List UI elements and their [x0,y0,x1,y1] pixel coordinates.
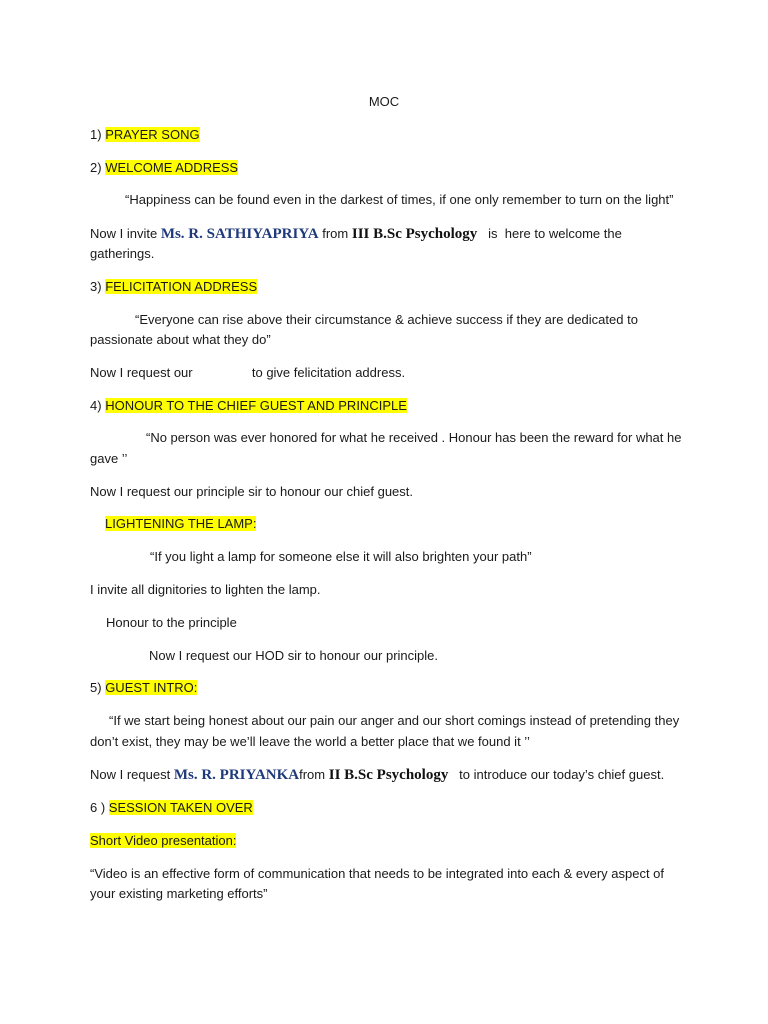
section-heading: WELCOME ADDRESS [105,160,239,175]
welcome-invite-continuation: gatherings. [90,246,155,261]
welcome-invite-line [90,224,622,244]
section-heading: LIGHTENING THE LAMP: [105,516,257,531]
honour-quote-line-2: gave ’’ [90,451,128,466]
request-text: to give felicitation address. [251,365,406,380]
honour-principle-request: Now I request our HOD sir to honour our principle. [149,648,439,663]
document-title: MOC [368,94,400,109]
section-number: 1) [90,127,102,142]
section-heading: HONOUR TO THE CHIEF GUEST AND PRINCIPLE [105,398,407,413]
section-honour-chief-guest [90,396,407,416]
section-heading: SESSION TAKEN OVER [108,800,253,815]
video-quote-line-2: your existing marketing efforts” [90,886,268,901]
invite-text: is here to welcome the [477,226,622,241]
section-number: 4) [90,398,102,413]
request-text: Now I request our [90,365,193,380]
section-felicitation-address [90,277,257,297]
section-number: 6 ) [90,800,106,815]
section-guest-intro [90,678,197,698]
section-heading: Short Video presentation: [90,833,237,848]
section-number: 5) [90,680,102,695]
section-lightening-lamp [105,514,256,534]
section-number: 2) [90,160,102,175]
guest-quote-line-1: “If we start being honest about our pain our anger and our short comings instead of pretending they [109,713,680,728]
speaker-name: Ms. R. PRIYANKA [173,767,300,783]
request-text: from [299,767,329,782]
section-number: 3) [90,279,102,294]
section-session-taken-over [90,798,253,818]
speaker-course: III B.Sc Psychology [351,226,478,242]
request-text: Now I request [90,767,174,782]
felicitation-quote-line-2: passionate about what they do” [90,332,271,347]
section-welcome-address [90,158,238,178]
lamp-invite: I invite all dignitories to lighten the lamp. [90,582,321,597]
section-heading: PRAYER SONG [105,127,200,142]
lamp-quote: “If you light a lamp for someone else it will also brighten your path” [150,549,532,564]
section-heading: FELICITATION ADDRESS [105,279,258,294]
speaker-name: Ms. R. SATHIYAPRIYA [160,226,319,242]
section-prayer-song [90,125,200,145]
request-text: to introduce our today’s chief guest. [448,767,665,782]
honour-principle-heading: Honour to the principle [106,615,237,630]
guest-quote-line-2: don’t exist, they may be we’ll leave the world a better place that we found it ’’ [90,734,530,749]
speaker-course: II B.Sc Psychology [328,767,449,783]
felicitation-request-line [90,363,405,383]
section-video-presentation [90,831,236,851]
welcome-quote: “Happiness can be found even in the darkest of times, if one only remember to turn on the light” [125,192,674,207]
video-quote-line-1: “Video is an effective form of communication that needs to be integrated into each & every aspect of [90,866,665,881]
felicitation-quote-line-1: “Everyone can rise above their circumstance & achieve success if they are dedicated to [135,312,638,327]
honour-request: Now I request our principle sir to honour our chief guest. [90,484,414,499]
invite-text: Now I invite [90,226,161,241]
invite-text: from [318,226,352,241]
section-heading: GUEST INTRO: [105,680,198,695]
honour-quote-line-1: “No person was ever honored for what he received . Honour has been the reward for what he [146,430,682,445]
guest-intro-request [90,765,664,785]
